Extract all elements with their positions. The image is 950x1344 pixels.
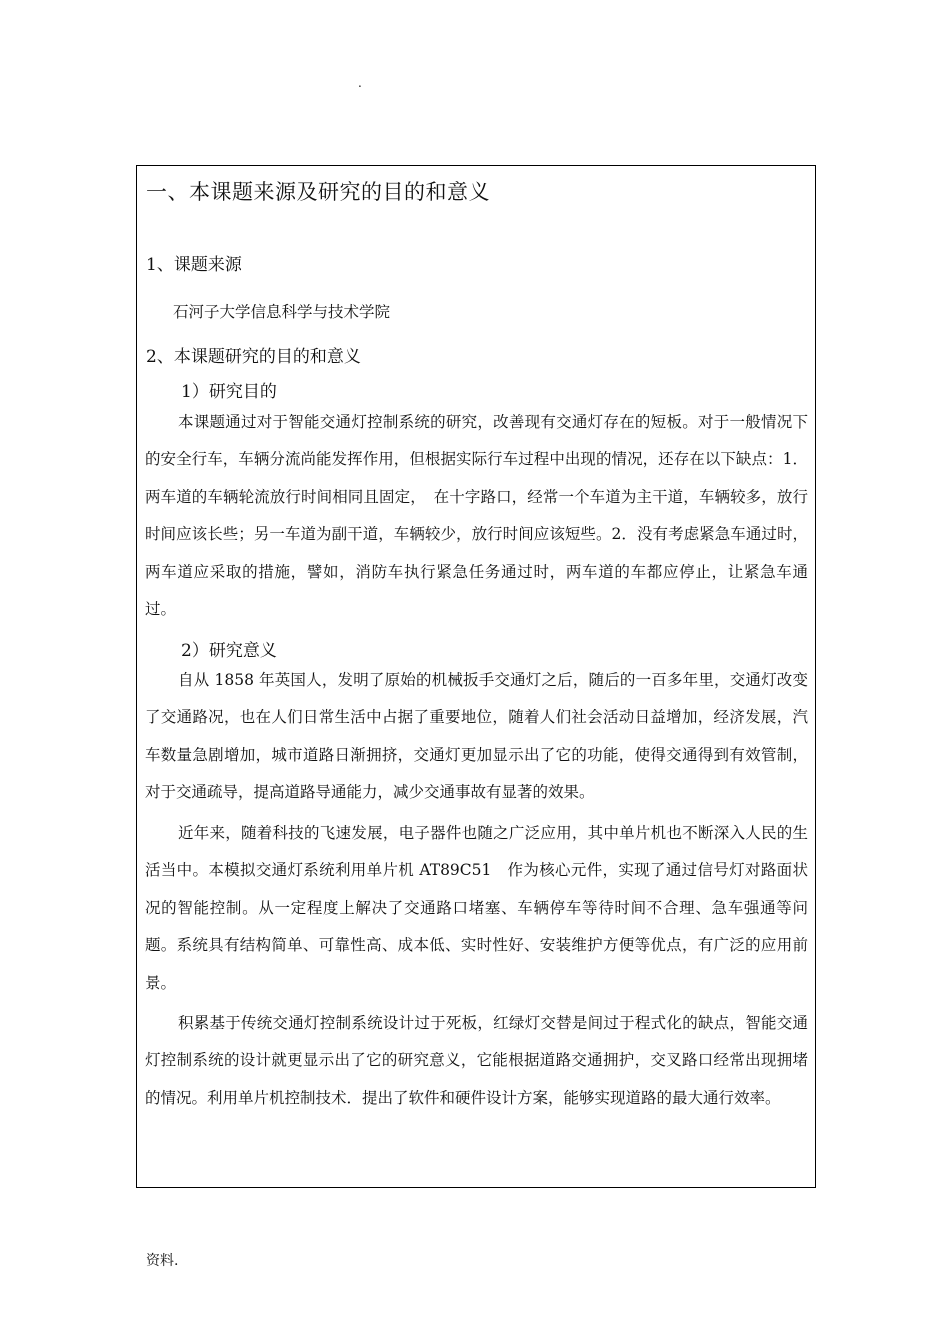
purpose-heading: 2、本课题研究的目的和意义 — [146, 347, 361, 367]
header-dot: . — [358, 76, 362, 90]
source-heading: 1、课题来源 — [146, 255, 242, 275]
goal-paragraph: 本课题通过对于智能交通灯控制系统的研究，改善现有交通灯存在的短板。对于一般情况下的安全行车，车辆分流尚能发挥作用，但根据实际行车过程中出现的情况，还存在以下缺点：1．两车道的车辆轮流放行时间相同且固定， 在十字路口，经常一个车道为主干道，车辆较多，放行时间应该长些；另一车道为副干道，车辆较少，放行时间应该短些。2．没有考虑紧急车通过时，两车道应采取的措施，譬如，消防车执行紧急任务通过时，两车道的车都应停止，让紧急车通过。 — [145, 413, 808, 619]
significance-paragraph-1: 自从 1858 年英国人，发明了原始的机械扳手交通灯之后，随后的一百多年里，交通灯改变了交通路况，也在人们日常生活中占据了重要地位，随着人们社会活动日益增加，经济发展，汽车数量急剧增加，城市道路日渐拥挤，交通灯更加显示出了它的功能，使得交通得到有效管制，对于交通疏导，提高道路导通能力，减少交通事故有显著的效果。 — [145, 671, 808, 802]
section-title: 一、本课题来源及研究的目的和意义 — [146, 180, 490, 204]
source-text: 石河子大学信息科学与技术学院 — [173, 303, 391, 321]
significance-paragraph-3: 积累基于传统交通灯控制系统设计过于死板，红绿灯交替是间过于程式化的缺点，智能交通灯控制系统的设计就更显示出了它的研究意义，它能根据道路交通拥护，交叉路口经常出现拥堵的情况。利用单片机控制技术．提出了软件和硬件设计方案，能够实现道路的最大通行效率。 — [145, 1014, 808, 1107]
significance-heading: 2）研究意义 — [181, 641, 277, 661]
footer-text: 资料. — [146, 1253, 179, 1269]
goal-heading: 1）研究目的 — [181, 382, 277, 402]
significance-paragraph-2: 近年来，随着科技的飞速发展，电子器件也随之广泛应用，其中单片机也不断深入人民的生活当中。本模拟交通灯系统利用单片机 AT89C51 作为核心元件，实现了通过信号灯对路面状况的智能控制。从一定程度上解决了交通路口堵塞、车辆停车等待时间不合理、急车强通等问题。系统具有结构简单、可靠性高、成本低、实时性好、安装维护方便等优点，有广泛的应用前景。 — [145, 824, 808, 992]
